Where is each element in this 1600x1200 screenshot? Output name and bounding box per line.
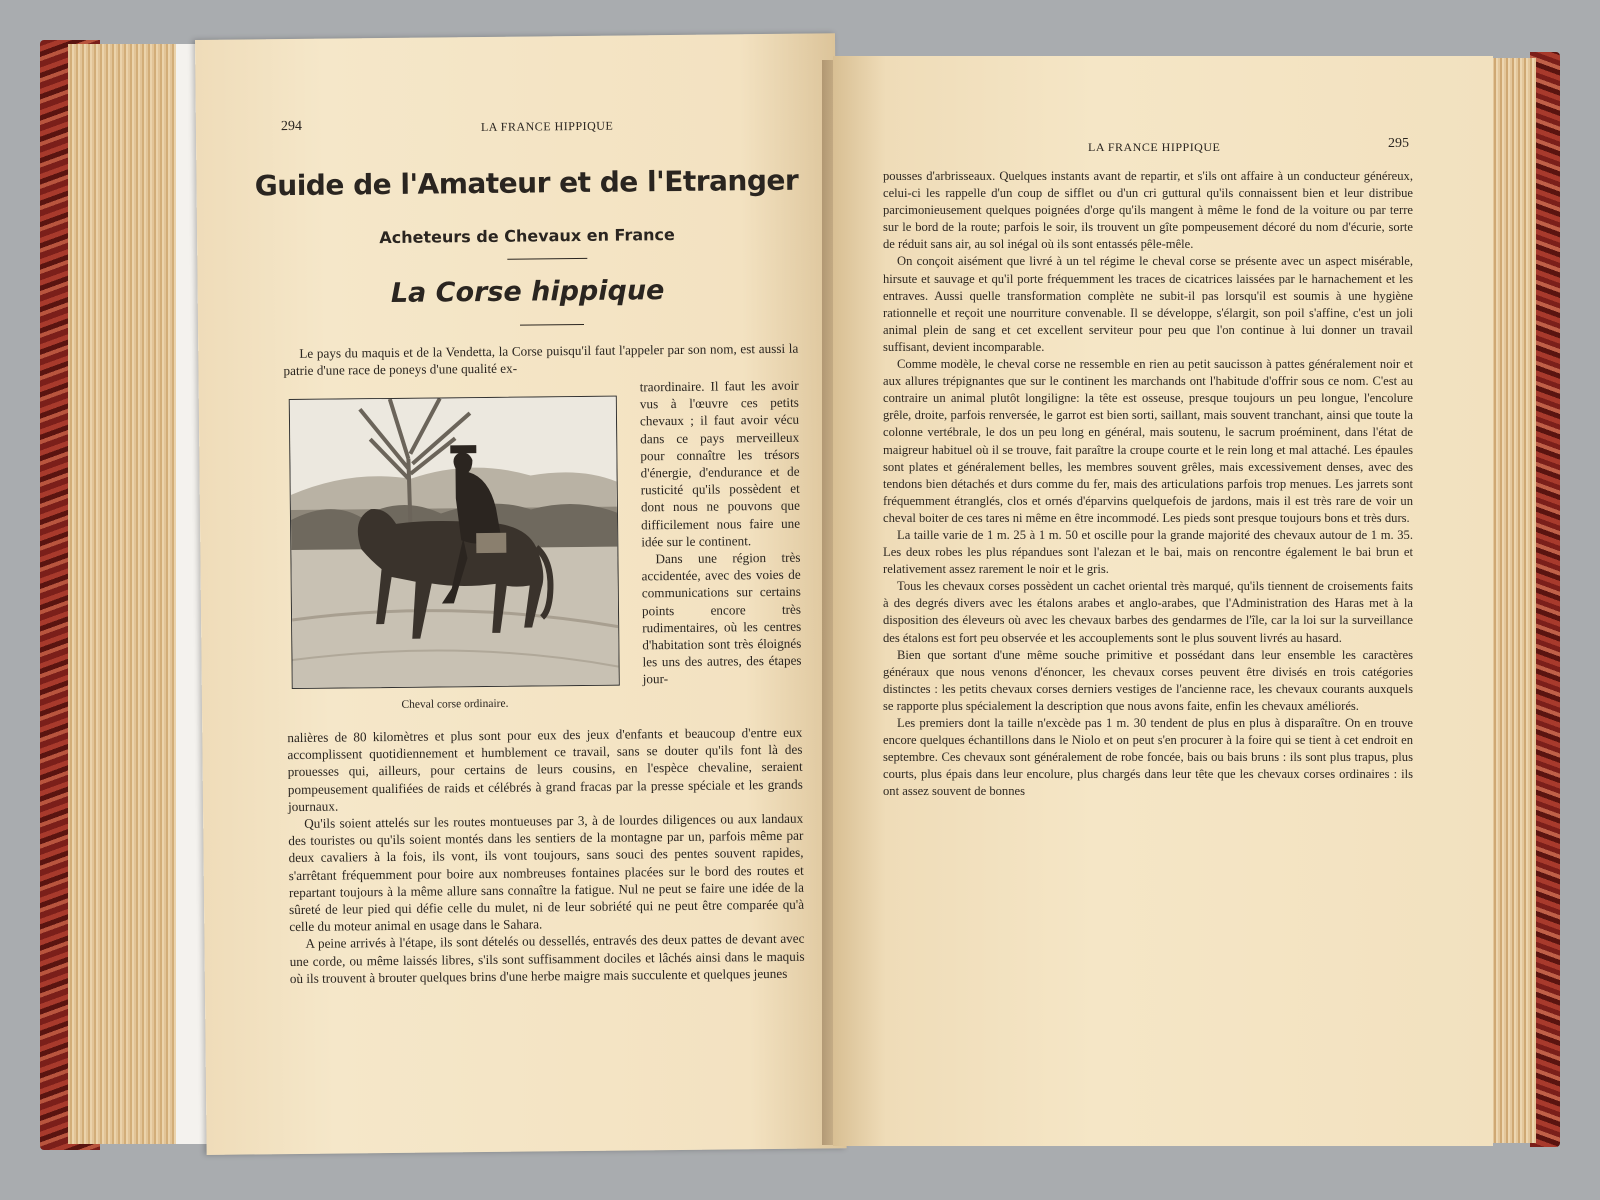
intro-text: Le pays du maquis et de la Vendetta, la Corse puisqu'il faut l'appeler par son nom, est aussi la patrie d'une race de poneys d'une qualité ex- [283, 340, 799, 379]
running-head-right: LA FRANCE HIPPIQUE [1088, 140, 1221, 154]
right-paragraph-5: Tous les chevaux corses possèdent un cachet oriental très marqué, qu'ils tiennent de croisements faits à des degrés divers avec les étalons arabes et anglo-arabes, que l'Administration des Haras met à la disposition des éleveurs où avec les chevaux barbes des gendarmes de l'île, car la loi sur la surveillance des étalons est fort peu observée et les accouplements sont le plus souvent livrés au hasard. [883, 579, 1413, 645]
paragraph-2: Qu'ils soient attelés sur les routes montueuses par 3, à de lourdes diligences ou aux landaux des touristes ou qu'ils soient montés dans les sentiers de la montagne par un, parfois même par deux cavaliers à la fois, ils vont, ils vont toujours, sans souci des pentes souvent rapides, s'arrêtant fréquemment pour boire aux nombreuses fontaines placées sur le bord des routes et repartant toujours à la même allure sans connaître la fatigue. Nul ne peut se faire une idée de la sûreté de leur pied qui défie celle du mulet, ni de leur sobriété qui ne peut être comparée qu'à celle du moteur animal en usage dans le Sahara. [288, 810, 805, 935]
article-title: Guide de l'Amateur et de l'Etranger [254, 163, 799, 203]
right-paragraph-7: Les premiers dont la taille n'excède pas 1 m. 30 tendent de plus en plus à disparaître. On en trouve encore quelques échantillons dans le Niolo et on peut s'en procurer à la foire qui se tient à cet endroit en septembre. Ces chevaux sont généralement de robe foncée, bais ou bais bruns : ils sont plus trapus, plus courts, plus épais dans leur encolure, plus chargés dans leur tête que les chevaux corses ordinaires : ils ont assez souvent de bonnes [883, 716, 1413, 799]
section-title: La Corse hippique [390, 275, 665, 309]
horse-illustration [289, 396, 620, 689]
paragraph-3: A peine arrivés à l'étape, ils sont dételés ou dessellés, entravés des deux pattes de devant avec une corde, ou même laissés libres, s'ils sont suffisamment dociles et lâchés ainsi dans le maquis où ils trouvent à brouter quelques brins d'une herbe maigre mais succulente et quelques jeunes [289, 931, 805, 986]
continuation-paragraph: nalières de 80 kilomètres et plus sont pour eux des jeux d'enfants et beaucoup d'entre eux accomplissent quotidiennement et humblement ce travail, sans se douter qu'ils font là des prouesses qui, ailleurs, pour certains de leurs cousins, en l'espèce chevaline, seraient pompeusement qualifiées de raids et célébrés à grand fracas par la presse spéciale et les grands journaux. [287, 724, 803, 814]
page-number-left: 294 [280, 118, 302, 135]
main-text-left [287, 724, 805, 987]
right-paragraph-3: Comme modèle, le cheval corse ne ressemble en rien au petit saucisson à pattes généralement noir et aux allures trépignantes que sur le continent les marchands ont l'habitude d'offrir sous ce nom. C'est au contraire un animal plutôt longiligne: la tête est osseuse, presque toujours un peu longue, l'encolure grêle, droite, parfois renversée, le garrot est bien sorti, saillant, mais souvent tranchant, ainsi que toute la colonne vertébrale, le dos un peu long en général, mais soutenu, le sacrum proéminent, dans l'état de maigreur habituel où il se trouve, fait paraître la croupe courte et le rein long et mal attaché. Les épaules sont plates et généralement belles, les membres souvent grêles, mais excessivement denses, avec des tendons bien détachés et durs comme du fer, mais des articulations parfois trop menues. Les jarrets sont fréquemment étranglés, clos et ornés d'éparvins quelquefois de jardons, mais il est très rare de voir un cheval boiter de ces tares ni même en être incommodé. Les pieds sont presque toujours bons et très durs. [883, 357, 1413, 525]
article-subtitle: Acheteurs de Chevaux en France [379, 224, 675, 248]
title-rule [507, 258, 587, 260]
side-column [640, 377, 802, 688]
left-page [195, 33, 847, 1155]
side-paragraph-1: traordinaire. Il faut les avoir vus à l'œuvre ces petits chevaux ; il faut avoir vécu dans ce pays merveilleux pour connaître les trésors d'énergie, d'endurance et de rusticité qu'ils possèdent et dont nous ne pouvons que difficilement nous faire une idée sur le continent. [639, 377, 801, 550]
page-number-right: 295 [1388, 136, 1409, 151]
right-paragraph-1: pousses d'arbrisseaux. Quelques instants avant de repartir, et s'ils ont affaire à un conducteur généreux, celui-ci les rappelle d'un coup de sifflet ou d'un cri guttural qu'ils connaissent bien et leur distribue parcimonieusement quelques poignées d'orge qu'ils mangent à même le fond de la voiture ou par terre sur le bord de la route; parfois le soir, ils trouvent un gîte pompeusement décoré du nom d'écurie, sorte de réduit sans air, au sol inégal où ils sont entassés pêle-mêle. [883, 169, 1413, 252]
side-paragraph-2: Dans une région très accidentée, avec des voies de communications sur certains points encore très rudimentaires, où les centres d'habitation sont très éloignés les uns des autres, des étapes jour- [641, 549, 802, 687]
running-head-left: LA FRANCE HIPPIQUE [480, 118, 614, 135]
right-paragraph-6: Bien que sortant d'une même souche primitive et possédant dans leur ensemble les caractères généraux que nous venons d'énoncer, les chevaux corses peuvent être divisés en trois catégories distinctes : les petits chevaux corses derniers vestiges de l'ancienne race, les chevaux courants auxquels se rapporte plus spécialement la description que nous avons faite, enfin les chevaux améliorés. [883, 647, 1413, 713]
right-paragraph-2: On conçoit aisément que livré à un tel régime le cheval corse se présente avec un aspect misérable, hirsute et sauvage et qu'il porte fréquemment les traces de cicatrices laissées par le harnachement et les entraves. Aussi quelle transformation complète ne subit-il pas lorsqu'il est soumis à une hygiène rationnelle et reçoit une nourriture convenable. Il se développe, s'élargit, son poil s'affine, c'est un joli animal plein de sang et cet excellent serviteur pour peu que l'on continue à lui donner un travail suffisant, devient incomparable. [883, 254, 1413, 354]
main-text-right [883, 168, 1413, 800]
figure-caption: Cheval corse ordinaire. [401, 697, 509, 711]
right-paragraph-4: La taille varie de 1 m. 25 à 1 m. 50 et oscille pour la grande majorité des chevaux autour de 1 m. 35. Les deux robes les plus répandues sont l'alezan et le bai, mais on rencontre également le bai brun et relativement assez rarement le noir et le gris. [883, 527, 1413, 577]
right-page [833, 56, 1493, 1146]
section-rule [520, 324, 584, 326]
page-edges-left [68, 44, 183, 1144]
intro-paragraph [283, 340, 798, 380]
